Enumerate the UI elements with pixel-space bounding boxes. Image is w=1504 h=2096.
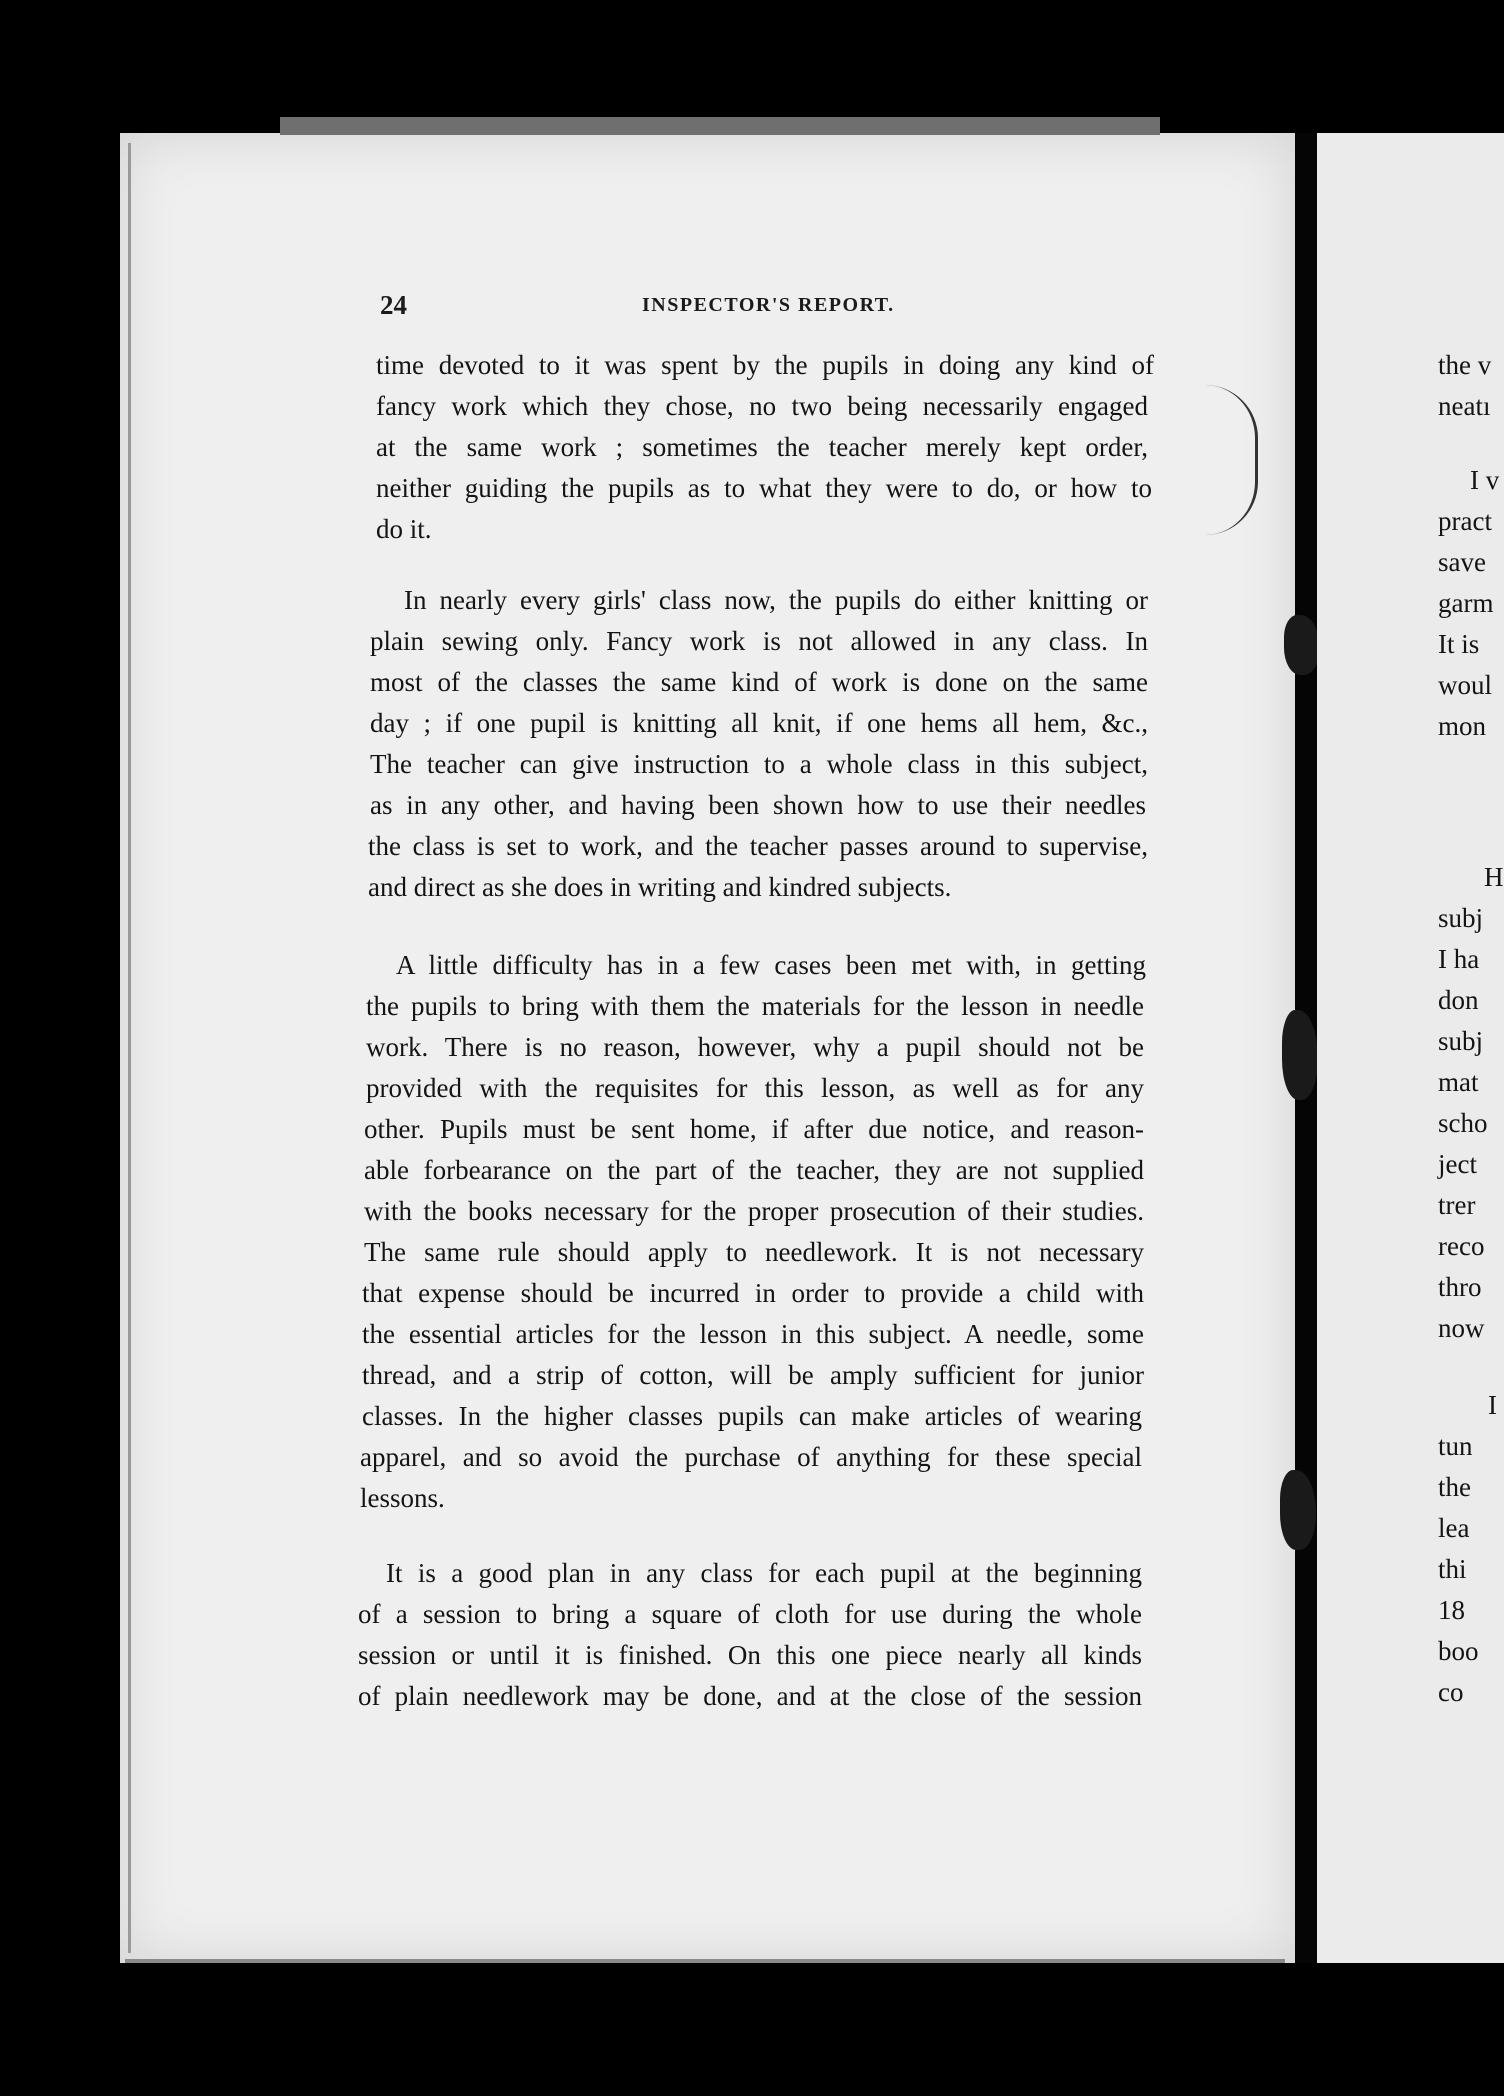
text-line: provided with the requisites for this lesson, as well as for any: [366, 1073, 1144, 1103]
text-line: apparel, and so avoid the purchase of anything for these special: [360, 1442, 1142, 1472]
text-line: session or until it is finished. On this one piece nearly all kinds: [358, 1640, 1142, 1670]
facing-text-fragment: boo: [1438, 1636, 1479, 1666]
top-edge-shadow: [280, 117, 1160, 135]
text-line: able forbearance on the part of the teacher, they are not supplied: [364, 1155, 1144, 1185]
text-line: do it.: [376, 514, 432, 544]
facing-text-fragment: save: [1438, 547, 1486, 577]
running-head-title: INSPECTOR'S REPORT.: [642, 294, 895, 316]
running-head: [380, 290, 1380, 330]
facing-text-fragment: woul: [1438, 670, 1492, 700]
text-line: In nearly every girls' class now, the pupils do either knitting or: [404, 585, 1148, 615]
text-line: plain sewing only. Fancy work is not allowed in any class. In: [370, 626, 1148, 656]
facing-text-fragment: I v: [1470, 465, 1500, 495]
facing-text-fragment: the v: [1438, 350, 1492, 380]
facing-text-fragment: reco: [1438, 1231, 1485, 1261]
facing-text-fragment: I ha: [1438, 944, 1480, 974]
facing-text-fragment: the: [1438, 1472, 1471, 1502]
facing-text-fragment: lea: [1438, 1513, 1470, 1543]
facing-text-fragment: scho: [1438, 1108, 1488, 1138]
text-line: with the books necessary for the proper prosecution of their studies.: [364, 1196, 1144, 1226]
facing-text-fragment: I: [1488, 1390, 1497, 1420]
facing-text-fragment: trer: [1438, 1190, 1476, 1220]
text-line: work. There is no reason, however, why a pupil should not be: [366, 1032, 1144, 1062]
facing-text-fragment: 18: [1438, 1595, 1465, 1625]
text-line: the essential articles for the lesson in this subject. A needle, some: [362, 1319, 1144, 1349]
facing-text-fragment: H: [1484, 862, 1504, 892]
text-line: that expense should be incurred in order to provide a child with: [362, 1278, 1144, 1308]
page-number: 24: [380, 290, 407, 320]
page-bottom-edge: [125, 1959, 1285, 1963]
text-line: and direct as she does in writing and kindred subjects.: [368, 872, 952, 902]
facing-text-fragment: don: [1438, 985, 1479, 1015]
text-line: The same rule should apply to needlework. It is not necessary: [364, 1237, 1144, 1267]
facing-text-fragment: tun: [1438, 1431, 1473, 1461]
text-line: other. Pupils must be sent home, if after due notice, and reason-: [364, 1114, 1144, 1144]
text-line: day ; if one pupil is knitting all knit, if one hems all hem, &c.,: [370, 708, 1148, 738]
facing-text-fragment: co: [1438, 1677, 1464, 1707]
facing-text-fragment: thro: [1438, 1272, 1482, 1302]
text-line: fancy work which they chose, no two being necessarily engaged: [376, 391, 1148, 421]
text-line: at the same work ; sometimes the teacher merely kept order,: [376, 432, 1148, 462]
page-edge-line: [128, 143, 131, 1953]
text-line: time devoted to it was spent by the pupils in doing any kind of: [376, 350, 1154, 380]
facing-text-fragment: pract: [1438, 506, 1492, 536]
text-line: lessons.: [360, 1483, 445, 1513]
facing-text-fragment: It is: [1438, 629, 1480, 659]
text-line: the pupils to bring with them the materials for the lesson in needle: [366, 991, 1144, 1021]
text-line: It is a good plan in any class for each pupil at the beginning: [386, 1558, 1142, 1588]
facing-text-fragment: garm: [1438, 588, 1494, 618]
facing-text-fragment: thi: [1438, 1554, 1467, 1584]
text-line: of plain needlework may be done, and at the close of the session: [358, 1681, 1142, 1711]
facing-text-fragment: mat: [1438, 1067, 1479, 1097]
facing-text-fragment: neatı: [1438, 391, 1491, 421]
text-line: neither guiding the pupils as to what they were to do, or how to: [376, 473, 1152, 503]
text-line: The teacher can give instruction to a whole class in this subject,: [370, 749, 1148, 779]
facing-text-fragment: subj: [1438, 903, 1484, 933]
text-line: of a session to bring a square of cloth for use during the whole: [358, 1599, 1142, 1629]
facing-text-fragment: now: [1438, 1313, 1485, 1343]
facing-text-fragment: ject: [1438, 1149, 1477, 1179]
facing-text-fragment: subj: [1438, 1026, 1484, 1056]
text-line: as in any other, and having been shown how to use their needles: [370, 790, 1146, 820]
facing-text-fragment: mon: [1438, 711, 1487, 741]
text-line: the class is set to work, and the teacher passes around to supervise,: [368, 831, 1148, 861]
text-line: most of the classes the same kind of work is done on the same: [370, 667, 1148, 697]
text-line: classes. In the higher classes pupils can make articles of wearing: [362, 1401, 1142, 1431]
text-line: A little difficulty has in a few cases been met with, in getting: [396, 950, 1146, 980]
text-line: thread, and a strip of cotton, will be amply sufficient for junior: [362, 1360, 1144, 1390]
